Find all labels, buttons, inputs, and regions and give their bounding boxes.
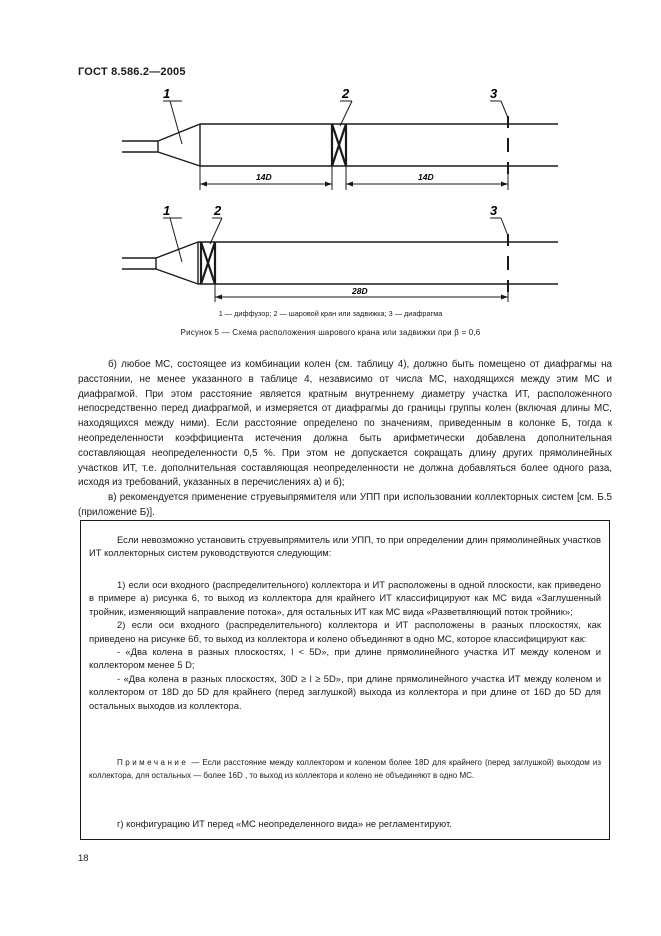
figure-caption: Рисунок 5 — Схема расположения шарового крана или задвижки при β = 0,6 [180, 328, 481, 337]
box-dash-2: - «Два колена в разных плоскостях, 30D ≥ l ≥ 5D», при длине прямолинейного участка ИТ между коленом и коллектором от 18D до 5D для крайнего (перед заглушкой) выхода из коллектора и при длине от 16D до 5D для остальных выходов из коллектора. [89, 672, 601, 711]
pipeline-diagram [0, 0, 661, 310]
label-valve-1: 2 [342, 86, 350, 101]
pipe-1 [200, 124, 558, 166]
body-text [78, 358, 612, 521]
note-label: Примечание [117, 758, 189, 767]
valve-1 [332, 124, 346, 166]
box-item-1: 1) если оси входного (распределительного) коллектора и ИТ расположены в одной плоскости, как приведено в примере а) рисунка 6, то выход из коллектора для крайнего ИТ классифицируют как МС вида «Заглушенный тройник, изменяющий направление потока», для остальных ИТ как МС вида «Разветвляющий поток тройник»; [89, 579, 601, 617]
diffuser-2 [122, 242, 198, 284]
diffuser-1 [122, 124, 200, 166]
label-diffuser-1: 1 [163, 86, 171, 101]
box-item-g: г) конфигурацию ИТ перед «МС неопределенного вида» не регламентируют. [117, 818, 452, 829]
valve-2 [201, 242, 215, 284]
label-valve-2: 2 [214, 203, 222, 218]
label-diffuser-2: 1 [163, 203, 171, 218]
pipe-2 [198, 242, 558, 284]
framed-note-box [80, 520, 610, 840]
page-number: 18 [78, 853, 89, 864]
note-text: — Если расстояние между коллектором и коленом более 18D для крайнего (перед заглушкой) выходом из коллектора, для остальных — более 16D , то выход из коллектора и колено не объединяют в одно МС. [89, 758, 601, 780]
paragraph-b: б) любое МС, состоящее из комбинации колен (см. таблицу 4), должно быть помещено от диафрагмы на расстоянии, не менее указанного в таблице 4, независимо от числа МС, находящихся между этим МС и диафрагмой. При этом расстояние является кратным внутреннему диаметру участка ИТ, расположенного непосредственно перед диафрагмой, и измеряется от диафрагмы до границы группы колен (включая длины МС, находящихся между ними). Если расстояние определено по значениям, приведенным в колонке Б, тогда к неопределенности коэффициента истечения должна быть арифметически добавлена дополнительная составляющая неопределенности 0,5 %. При этом не допускается сокращать длину других прямолинейных участков ИТ, т.е. дополнительная составляющая неопределенности не должна добавляться более одного раза, исходя из требований, указанных в перечислениях а) и б); [78, 359, 612, 489]
label-orifice-1: 3 [490, 86, 498, 101]
box-item-2: 2) если оси входного (распределительного) коллектора и ИТ расположены в разных плоскостях, как приведено на рисунке 6б, то выход из коллектора и колено объединяют в одно МС, которое классифицируют как: [89, 619, 601, 644]
box-intro: Если невозможно установить струевыпрямитель или УПП, то при определении длин прямолинейных участков ИТ коллекторных систем руководствуются следующим: [89, 534, 601, 559]
box-dash-1: - «Два колена в разных плоскостях, l < 5D», при длине прямолинейного участка ИТ между коленом и коллектором менее 5 D; [89, 646, 601, 671]
dim-28d: 28D [352, 286, 368, 296]
document-header: ГОСТ 8.586.2—2005 [78, 66, 186, 78]
figure-legend: 1 — диффузор; 2 — шаровой кран или задвижка; 3 — диафрагма [218, 309, 443, 318]
paragraph-v: в) рекомендуется применение струевыпрямителя или УПП при использовании коллекторных систем [см. Б.5 (приложение Б)]. [78, 492, 612, 518]
box-note [89, 757, 601, 782]
dim-14d-a: 14D [256, 172, 272, 182]
dim-14d-b: 14D [418, 172, 434, 182]
label-orifice-2: 3 [490, 203, 498, 218]
